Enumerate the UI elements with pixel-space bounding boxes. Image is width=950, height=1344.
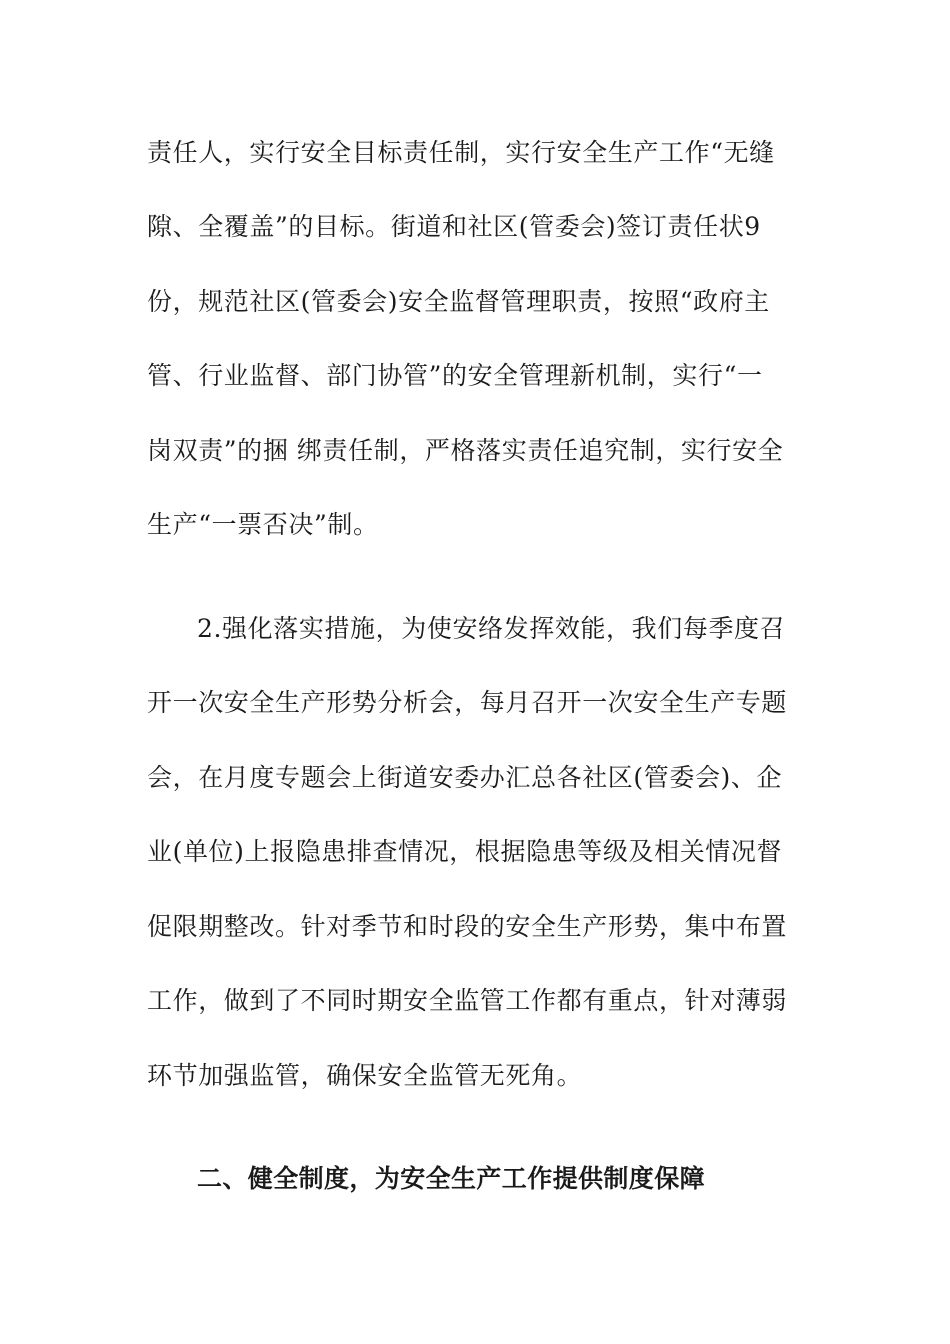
paragraph-1-line-1: 责任人，实行安全目标责任制，实行安全生产工作“无缝 [147, 138, 775, 167]
paragraph-2-line-3: 会，在月度专题会上街道安委办汇总各社区(管委会)、企 [147, 763, 783, 792]
paragraph-1-line-6: 生产“一票否决”制。 [147, 510, 379, 539]
paragraph-2-line-4: 业(单位)上报隐患排查情况，根据隐患等级及相关情况督 [147, 837, 783, 866]
section-heading: 二、健全制度，为安全生产工作提供制度保障 [197, 1164, 706, 1193]
paragraph-2-line-5: 促限期整改。针对季节和时段的安全生产形势，集中布置 [147, 912, 788, 941]
paragraph-1-line-5: 岗双责”的捆 绑责任制，严格落实责任追究制，实行安全 [147, 436, 784, 465]
paragraph-1-line-2: 隙、全覆盖”的目标。街道和社区(管委会)签订责任状9 [147, 212, 761, 241]
paragraph-2-line-1: 2.强化落实措施，为使安络发挥效能，我们每季度召 [197, 614, 786, 643]
paragraph-1-line-4: 管、行业监督、部门协管”的安全管理新机制，实行“一 [147, 361, 763, 390]
paragraph-2-line-7: 环节加强监管，确保安全监管无死角。 [147, 1061, 583, 1090]
paragraph-1-line-3: 份，规范社区(管委会)安全监督管理职责，按照“政府主 [147, 287, 770, 316]
paragraph-2-line-2: 开一次安全生产形势分析会，每月召开一次安全生产专题 [147, 688, 788, 717]
paragraph-2-line-6: 工作，做到了不同时期安全监管工作都有重点，针对薄弱 [147, 986, 788, 1015]
